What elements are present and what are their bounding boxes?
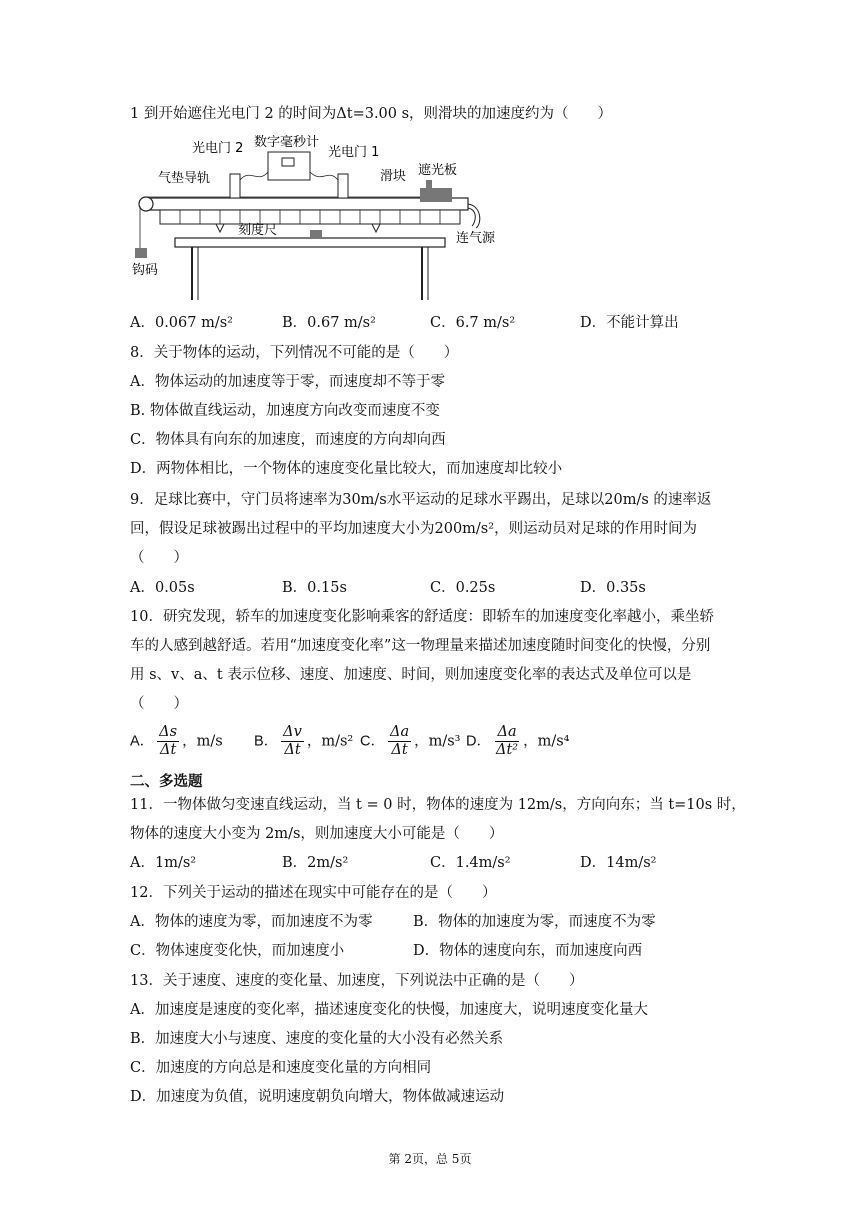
q12-option-a: A．物体的速度为零，而加速度不为零	[130, 914, 373, 930]
q7-option-d: D．不能计算出	[580, 315, 679, 331]
q11-option-a: A．1m/s²	[130, 855, 197, 871]
q7-option-c: C．6.7 m/s²	[430, 315, 516, 331]
q8-stem: 8．关于物体的运动，下列情况不可能的是（ ）	[130, 345, 459, 361]
fraction: $\frac{\Delta a}{\text{Δt²}}$	[495, 724, 519, 758]
q9-option-b: B．0.15s	[282, 580, 347, 596]
label-gate1: 光电门 1	[328, 145, 380, 160]
q8-option-d: D．两物体相比，一个物体的速度变化量比较大，而加速度却比较小	[130, 461, 563, 477]
q9-line1: 9．足球比赛中，守门员将速率为30m/s水平运动的足球水平踢出，足球以20m/s 的速率返	[130, 492, 712, 508]
label-gate2: 光电门 2	[192, 141, 244, 156]
fraction: $\frac{\Delta v}{\Delta t}$	[283, 724, 302, 758]
q10-option-a: A． $\frac{\Delta s}{\Delta t}$ ，m/s	[130, 724, 223, 758]
page-footer: 第 2页，总 5页	[388, 1152, 472, 1166]
q10-line1: 10．研究发现，轿车的加速度变化影响乘客的舒适度：即轿车的加速度变化率越小，乘坐轿	[130, 609, 714, 625]
label-shade: 遮光板	[418, 163, 458, 178]
q9-line3: （ ）	[130, 550, 188, 566]
q7-tail-text: 1 到开始遮住光电门 2 的时间为Δt=3.00 s，则滑块的加速度约为（ ）	[130, 106, 613, 122]
q9-option-d: D．0.35s	[580, 580, 646, 596]
q9-option-c: C．0.25s	[430, 580, 496, 596]
label-weight: 钩码	[132, 263, 159, 278]
section-title: 二、多选题	[130, 773, 203, 790]
label-timer: 数字毫秒计	[254, 135, 320, 150]
q12-option-b: B．物体的加速度为零，而速度不为零	[413, 914, 656, 930]
q13-option-a: A．加速度是速度的变化率，描述速度变化的快慢，加速度大，说明速度变化量大	[130, 1002, 648, 1018]
q11-option-b: B．2m/s²	[282, 855, 349, 871]
q8-option-a: A．物体运动的加速度等于零，而速度却不等于零	[130, 374, 445, 390]
q10-line2: 车的人感到越舒适。若用“加速度变化率”这一物理量来描述加速度随时间变化的快慢，分别	[130, 638, 711, 654]
fraction: $\frac{\Delta s}{\Delta t}$	[159, 724, 178, 758]
q13-option-b: B．加速度大小与速度、速度的变化量的大小没有必然关系	[130, 1031, 504, 1047]
q10-option-d: D． $\frac{\Delta a}{\text{Δt²}}$ ，m/s⁴	[466, 724, 570, 758]
q8-option-c: C．物体具有向东的加速度，而速度的方向却向西	[130, 432, 446, 448]
q13-option-d: D．加速度为负值，说明速度朝负向增大，物体做减速运动	[130, 1089, 505, 1105]
q8-option-b: B. 物体做直线运动，加速度方向改变而速度不变	[130, 403, 440, 419]
q11-option-d: D．14m/s²	[580, 855, 657, 871]
q10-line3: 用 s、v、a、t 表示位移、速度、加速度、时间，则加速度变化率的表达式及单位可以是	[130, 667, 692, 683]
q12-option-d: D．物体的速度向东，而加速度向西	[413, 943, 643, 959]
air-track-figure	[130, 132, 500, 302]
q11-line2: 物体的速度大小变为 2m/s，则加速度大小可能是（ ）	[130, 826, 504, 842]
q9-option-a: A．0.05s	[130, 580, 195, 596]
q13-option-c: C．加速度的方向总是和速度变化量的方向相同	[130, 1060, 432, 1076]
q7-option-b: B．0.67 m/s²	[282, 315, 376, 331]
label-air: 连气源	[456, 231, 496, 246]
fraction: $\frac{\Delta a}{\Delta t}$	[389, 724, 410, 758]
q13-stem: 13．关于速度、速度的变化量、加速度，下列说法中正确的是（ ）	[130, 973, 584, 989]
q7-option-a: A．0.067 m/s²	[130, 315, 233, 331]
q12-option-c: C．物体速度变化快，而加速度小	[130, 943, 345, 959]
label-ruler: 刻度尺	[238, 223, 278, 238]
q9-line2: 回，假设足球被踢出过程中的平均加速度大小为200m/s²，则运动员对足球的作用时间为	[130, 521, 698, 537]
label-rail: 气垫导轨	[158, 171, 211, 186]
q11-option-c: C．1.4m/s²	[430, 855, 511, 871]
q10-line4: （ ）	[130, 696, 188, 712]
q12-stem: 12．下列关于运动的描述在现实中可能存在的是（ ）	[130, 885, 497, 901]
q11-line1: 11．一物体做匀变速直线运动，当 t = 0 时，物体的速度为 12m/s，方向向东；当 t=10s 时，	[130, 797, 746, 813]
label-slider: 滑块	[380, 169, 407, 184]
q10-option-b: B． $\frac{\Delta v}{\Delta t}$ ，m/s²	[254, 724, 354, 758]
q10-option-c: C． $\frac{\Delta a}{\Delta t}$ ，m/s³	[360, 724, 461, 758]
